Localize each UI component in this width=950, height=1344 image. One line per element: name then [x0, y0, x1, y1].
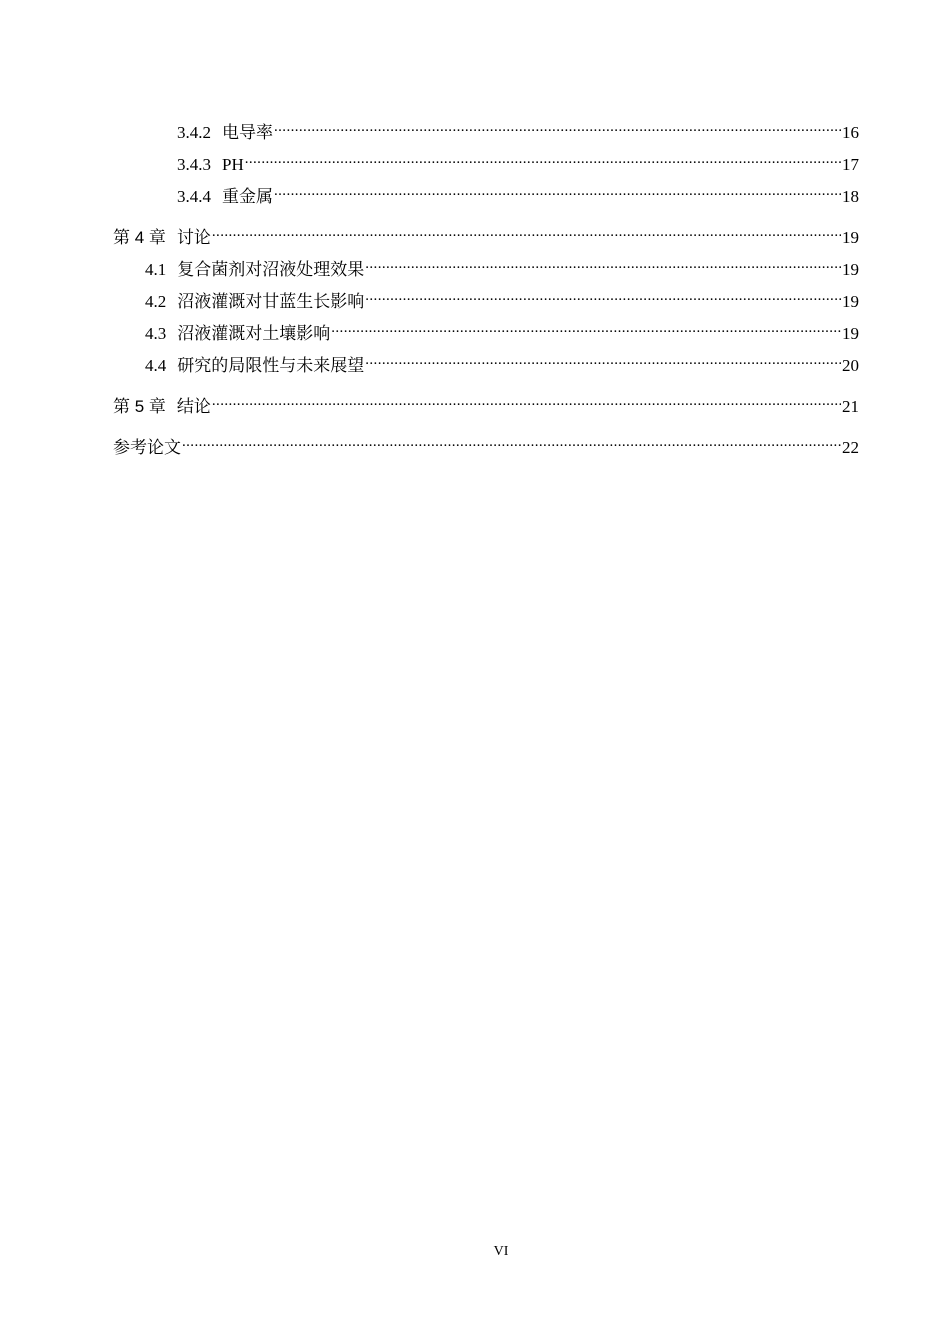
toc-entry-page: 20: [842, 356, 859, 375]
toc-entry-number: 4.2: [145, 292, 167, 311]
toc-entry-page: 19: [842, 292, 859, 311]
toc-entry-3-4-3[interactable]: [113, 150, 859, 182]
toc-entry-page: 18: [842, 187, 859, 206]
toc-entry-title: 沼液灌溉对土壤影响: [177, 324, 331, 343]
toc-entry-number: 第 4 章: [113, 228, 166, 247]
toc-entry-page: 19: [842, 324, 859, 343]
toc-entry-4-4[interactable]: [113, 351, 859, 383]
toc-entry-number: 第 5 章: [113, 397, 166, 416]
toc-leader-dots: [365, 255, 841, 275]
toc-leader-dots: [365, 287, 841, 307]
page-number: VI: [493, 1244, 509, 1259]
table-of-contents: [113, 118, 859, 465]
toc-entry-chapter-4[interactable]: [113, 223, 859, 255]
toc-leader-dots: [212, 223, 841, 243]
toc-entry-page: 16: [842, 123, 859, 142]
toc-entry-4-3[interactable]: [113, 319, 859, 351]
toc-entry-title: 沼液灌溉对甘蓝生长影响: [177, 292, 365, 311]
toc-entry-page: 21: [842, 397, 859, 416]
toc-entry-number: 3.4.2: [177, 123, 211, 142]
toc-entry-number: 3.4.3: [177, 155, 211, 174]
toc-entry-number: 4.3: [145, 324, 167, 343]
toc-entry-title: 结论: [176, 397, 211, 416]
toc-entry-3-4-4[interactable]: [113, 182, 859, 214]
toc-entry-title: PH: [222, 155, 244, 174]
toc-entry-title: 研究的局限性与未来展望: [177, 356, 365, 375]
toc-entry-title: 讨论: [176, 228, 211, 247]
toc-leader-dots: [331, 319, 841, 339]
toc-entry-number: 3.4.4: [177, 187, 211, 206]
toc-entry-page: 19: [842, 260, 859, 279]
toc-leader-dots: [274, 118, 841, 138]
toc-entry-title: 重金属: [222, 187, 273, 206]
toc-leader-dots: [365, 351, 841, 371]
toc-entry-chapter-5[interactable]: [113, 392, 859, 424]
toc-entry-references[interactable]: [113, 433, 859, 465]
toc-entry-page: 22: [842, 438, 859, 457]
toc-entry-4-2[interactable]: [113, 287, 859, 319]
toc-leader-dots: [245, 150, 841, 170]
toc-entry-page: 19: [842, 228, 859, 247]
toc-leader-dots: [182, 433, 841, 453]
toc-entry-title: 参考论文: [113, 438, 181, 457]
toc-entry-number: 4.4: [145, 356, 167, 375]
toc-entry-title: 复合菌剂对沼液处理效果: [177, 260, 365, 279]
toc-entry-number: 4.1: [145, 260, 167, 279]
toc-leader-dots: [212, 392, 841, 412]
toc-entry-title: 电导率: [222, 123, 273, 142]
toc-leader-dots: [274, 182, 841, 202]
toc-entry-4-1[interactable]: [113, 255, 859, 287]
toc-entry-page: 17: [842, 155, 859, 174]
toc-entry-3-4-2[interactable]: [113, 118, 859, 150]
